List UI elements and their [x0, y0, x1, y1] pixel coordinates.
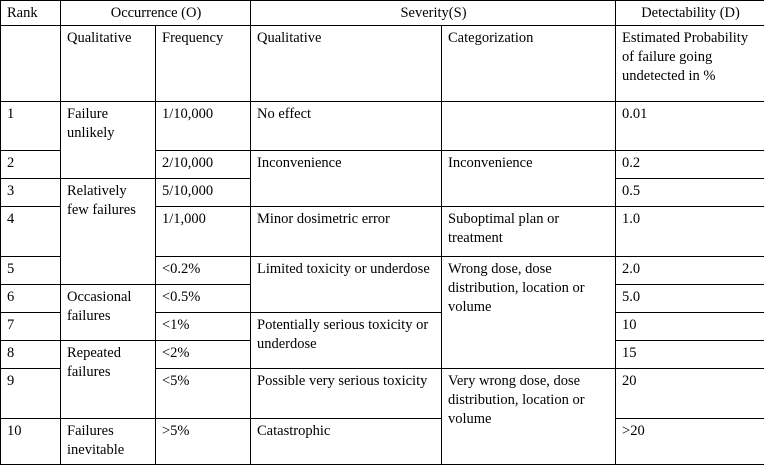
header-row — [1, 1, 764, 26]
frequency-cell: 2/10,000 — [156, 151, 251, 179]
frequency-cell: <0.2% — [156, 257, 251, 285]
severity-qualitative-cell: Minor dosimetric error — [251, 207, 442, 257]
rank-header: Rank — [1, 1, 61, 26]
detectability-probability-header: Estimated Probability of failure going undetected in % — [616, 26, 764, 102]
detectability-cell: 0.2 — [616, 151, 764, 179]
occurrence-qualitative-cell: Failure unlikely — [61, 102, 156, 179]
severity-categorization-cell-empty — [442, 102, 616, 151]
rank-cell: 10 — [1, 419, 61, 465]
rank-cell: 9 — [1, 369, 61, 419]
frequency-cell: 1/1,000 — [156, 207, 251, 257]
detectability-cell: 2.0 — [616, 257, 764, 285]
frequency-cell: <5% — [156, 369, 251, 419]
severity-qualitative-cell: Catastrophic — [251, 419, 442, 465]
severity-qualitative-cell: Limited toxicity or underdose — [251, 257, 442, 313]
detectability-cell: 10 — [616, 313, 764, 341]
table-row — [1, 419, 764, 465]
detectability-cell: 0.01 — [616, 102, 764, 151]
rank-cell: 1 — [1, 102, 61, 151]
severity-categorization-cell: Inconvenience — [442, 151, 616, 207]
frequency-cell: <0.5% — [156, 285, 251, 313]
occurrence-header: Occurrence (O) — [61, 1, 251, 26]
frequency-cell: 5/10,000 — [156, 179, 251, 207]
rank-cell: 2 — [1, 151, 61, 179]
severity-categorization-cell: Suboptimal plan or treatment — [442, 207, 616, 257]
detectability-cell: >20 — [616, 419, 764, 465]
detectability-cell: 15 — [616, 341, 764, 369]
rank-cell: 4 — [1, 207, 61, 257]
rank-subheader-empty — [1, 26, 61, 102]
rank-cell: 6 — [1, 285, 61, 313]
severity-qualitative-header: Qualitative — [251, 26, 442, 102]
severity-qualitative-cell: Possible very serious toxicity — [251, 369, 442, 419]
severity-qualitative-cell: No effect — [251, 102, 442, 151]
frequency-cell: 1/10,000 — [156, 102, 251, 151]
severity-categorization-cell: Very wrong dose, dose distribution, location or volume — [442, 369, 616, 465]
rank-cell: 7 — [1, 313, 61, 341]
frequency-cell: >5% — [156, 419, 251, 465]
detectability-header: Detectability (D) — [616, 1, 764, 26]
severity-categorization-header: Categorization — [442, 26, 616, 102]
rank-cell: 3 — [1, 179, 61, 207]
occurrence-qualitative-cell: Repeated failures — [61, 341, 156, 419]
table-row — [1, 102, 764, 151]
severity-header: Severity(S) — [251, 1, 616, 26]
severity-categorization-cell: Wrong dose, dose distribution, location or volume — [442, 257, 616, 369]
detectability-cell: 20 — [616, 369, 764, 419]
detectability-cell: 0.5 — [616, 179, 764, 207]
severity-qualitative-cell: Inconvenience — [251, 151, 442, 207]
detectability-cell: 5.0 — [616, 285, 764, 313]
frequency-cell: <1% — [156, 313, 251, 341]
subheader-row — [1, 26, 764, 102]
severity-qualitative-cell: Potentially serious toxicity or underdose — [251, 313, 442, 369]
occurrence-qualitative-cell: Occasional failures — [61, 285, 156, 341]
occurrence-qualitative-header: Qualitative — [61, 26, 156, 102]
frequency-cell: <2% — [156, 341, 251, 369]
rank-cell: 8 — [1, 341, 61, 369]
occurrence-qualitative-cell: Relatively few failures — [61, 179, 156, 285]
occurrence-frequency-header: Frequency — [156, 26, 251, 102]
occurrence-qualitative-cell: Failures inevitable — [61, 419, 156, 465]
rank-cell: 5 — [1, 257, 61, 285]
detectability-cell: 1.0 — [616, 207, 764, 257]
